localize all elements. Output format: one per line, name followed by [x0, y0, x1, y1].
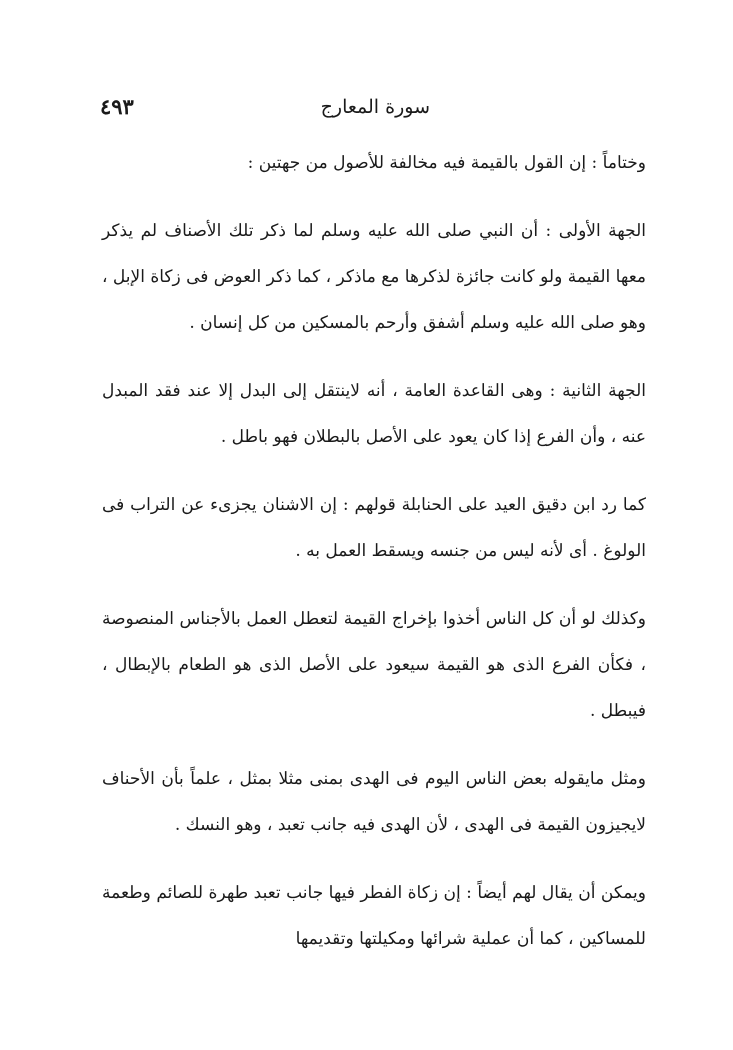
paragraph-zakat-fitr: ويمكن أن يقال لهم أيضاً : إن زكاة الفطر فيها جانب تعبد طهرة للصائم وطعمة للمساكين ، كما أن عملية شرائها ومكيلتها وتقديمها	[102, 883, 646, 949]
paragraph-closing: وختاماً : إن القول بالقيمة فيه مخالفة للأصول من جهتين :	[247, 153, 646, 173]
paragraph-hady: ومثل مايقوله بعض الناس اليوم فى الهدى بمنى مثلا بمثل ، علماً بأن الأحناف لايجيزون القيمة فى الهدى ، لأن الهدى فيه جانب تعبد ، وهو النسك .	[102, 769, 646, 835]
paragraph-ibn-daqiq: كما رد ابن دقيق العيد على الحنابلة قولهم : إن الاشنان يجزىء عن التراب فى الولوغ . أى لأنه ليس من جنسه ويسقط العمل به .	[102, 495, 646, 561]
running-header-title: سورة المعارج	[320, 96, 430, 118]
paragraph-first-aspect: الجهة الأولى : أن النبي صلى الله عليه وسلم لما ذكر تلك الأصناف لم يذكر معها القيمة ولو كانت جائزة لذكرها مع ماذكر ، كما ذكر العوض فى زكاة الإبل ، وهو صلى الله عليه وسلم أشفق وأرحم بالمسكين من كل إنسان .	[102, 221, 646, 333]
paragraph-second-aspect: الجهة الثانية : وهى القاعدة العامة ، أنه لاينتقل إلى البدل إلا عند فقد المبدل عنه ، وأن الفرع إذا كان يعود على الأصل بالبطلان فهو باطل .	[102, 381, 646, 447]
page-header	[100, 92, 640, 122]
page-number: ٤٩٣	[100, 94, 134, 119]
paragraph-likewise: وكذلك لو أن كل الناس أخذوا بإخراج القيمة لتعطل العمل بالأجناس المنصوصة ، فكأن الفرع الذى هو القيمة سيعود على الأصل الذى هو الطعام بالإبطال ، فيبطل .	[102, 609, 646, 721]
body-text	[102, 140, 646, 984]
